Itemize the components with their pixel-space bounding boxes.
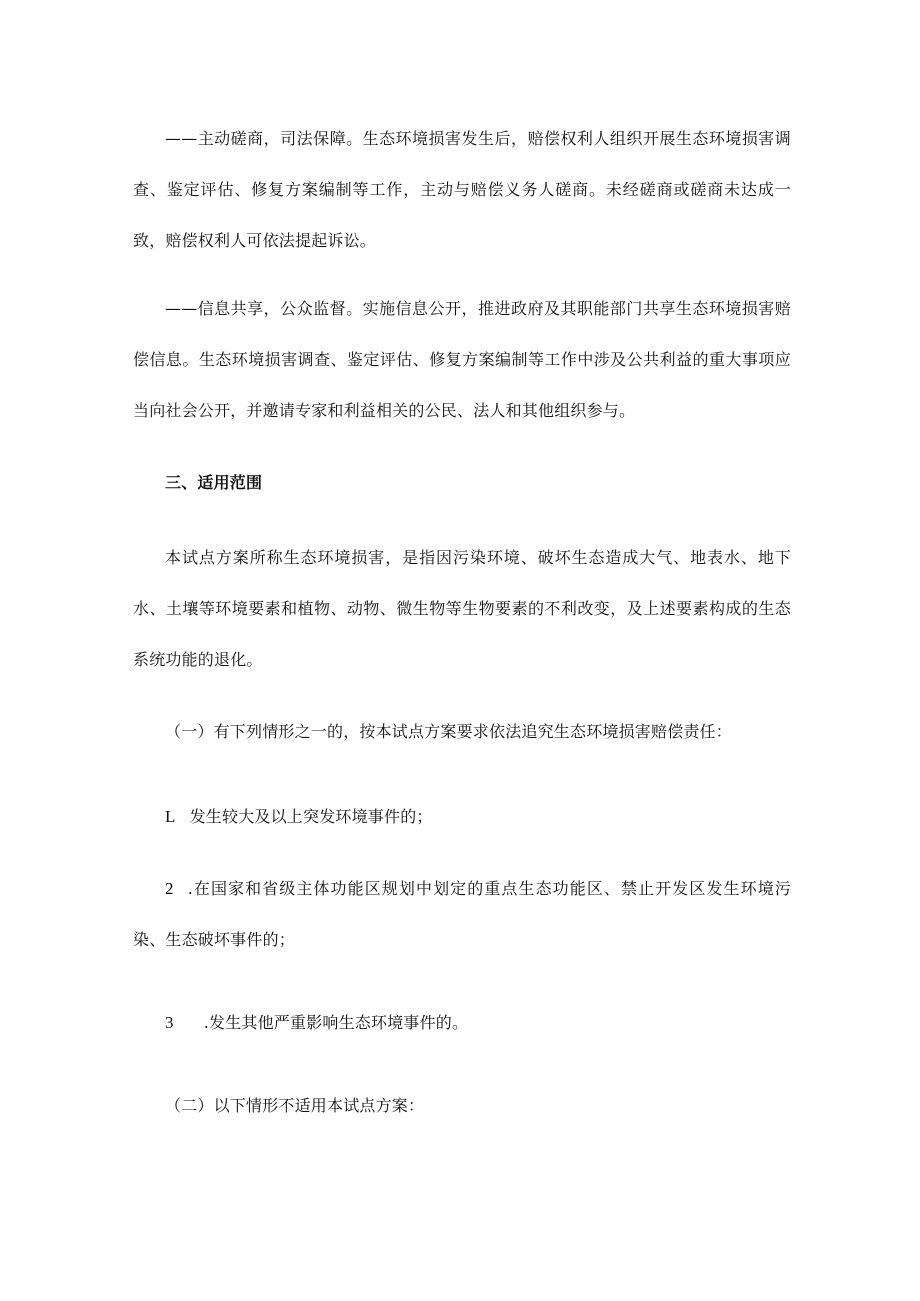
paragraph-consultation: ——主动磋商，司法保障。生态环境损害发生后，赔偿权利人组织开展生态环境损害调查、鉴定评估、修复方案编制等工作，主动与赔偿义务人磋商。未经磋商或磋商未达成一致，赔偿权利人可依法提起诉讼。 — [133, 129, 791, 250]
list-item-marker: L — [165, 807, 176, 826]
paragraph-definition: 本试点方案所称生态环境损害，是指因污染环境、破坏生态造成大气、地表水、地下水、土壤等环境要素和植物、动物、微生物等生物要素的不利改变，及上述要素构成的生态系统功能的退化。 — [133, 548, 791, 669]
list-item — [133, 791, 791, 842]
list-item-text: .发生其他严重影响生态环境事件的。 — [203, 1013, 469, 1032]
list-item — [133, 997, 791, 1048]
list-item-text: 发生较大及以上突发环境事件的； — [189, 807, 433, 826]
list-item-text: .在国家和省级主体功能区规划中划定的重点生态功能区、禁止开发区发生环境污染、生态破坏事件的； — [133, 879, 791, 949]
list-item-marker: 3 — [165, 1013, 174, 1032]
list-item — [133, 863, 791, 965]
section-heading: 三、适用范围 — [165, 473, 263, 492]
list-item-marker: 2 — [165, 879, 174, 898]
paragraph-information-sharing: ——信息共享，公众监督。实施信息公开，推进政府及其职能部门共享生态环境损害赔偿信息。生态环境损害调查、鉴定评估、修复方案编制等工作中涉及公共利益的重大事项应当向社会公开，并邀请专家和利益相关的公民、法人和其他组织参与。 — [133, 299, 791, 420]
paragraph-clause-two: （二）以下情形不适用本试点方案： — [165, 1096, 425, 1115]
paragraph-clause-one: （一）有下列情形之一的，按本试点方案要求依法追究生态环境损害赔偿责任： — [165, 722, 733, 741]
